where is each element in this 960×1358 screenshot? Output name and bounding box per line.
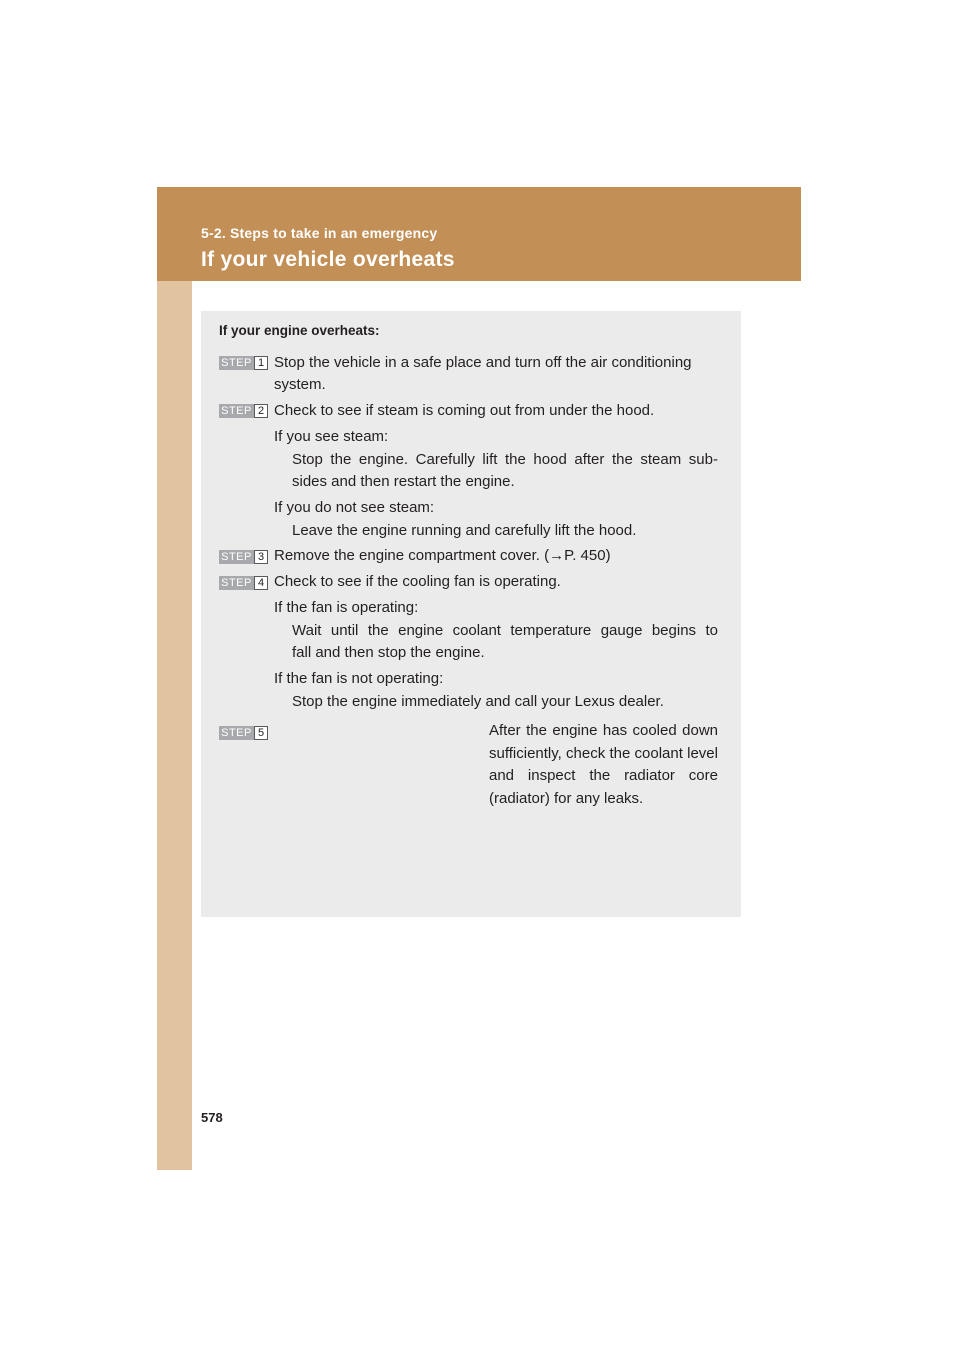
page-title: If your vehicle overheats [201, 248, 455, 271]
step-badge-word: STEP [219, 356, 254, 370]
step-4-badge [219, 576, 270, 590]
step-4-text: Check to see if the cooling fan is operating. [274, 573, 561, 590]
page-number: 578 [201, 1110, 223, 1125]
step-badge-number: 3 [254, 550, 268, 564]
step-badge-word: STEP [219, 726, 254, 740]
step-4-case-1-line2: fall and then stop the engine. [292, 644, 485, 661]
step-4-case-1-line1: Wait until the engine coolant temperature gauge begins to [292, 622, 718, 639]
step-2-case-1-line2: sides and then restart the engine. [292, 473, 515, 490]
step-badge-word: STEP [219, 404, 254, 418]
step-1-text-line1: Stop the vehicle in a safe place and turn off the air conditioning [274, 354, 692, 371]
step-badge-number: 2 [254, 404, 268, 418]
side-strip [157, 187, 192, 1170]
step-2-badge [219, 404, 270, 418]
step-2-case-1-line1: Stop the engine. Carefully lift the hood after the steam sub- [292, 451, 718, 468]
box-heading: If your engine overheats: [219, 323, 380, 338]
step-2-case-2-label: If you do not see steam: [274, 499, 435, 516]
step-badge-word: STEP [219, 550, 254, 564]
step-2-case-2-line1: Leave the engine running and carefully lift the hood. [292, 522, 637, 539]
step-badge-number: 1 [254, 356, 268, 370]
step-4-case-2-line1: Stop the engine immediately and call your Lexus dealer. [292, 693, 664, 710]
step-1-text-line2: system. [274, 376, 326, 393]
step-5-badge [219, 726, 270, 740]
step-3-text: Remove the engine compartment cover. (→P. 450) [274, 547, 611, 564]
step-2-case-1-label: If you see steam: [274, 428, 389, 445]
step-badge-number: 4 [254, 576, 268, 590]
section-label: 5-2. Steps to take in an emergency [201, 225, 438, 241]
step-4-case-2-label: If the fan is not operating: [274, 670, 444, 687]
step-3-badge [219, 550, 270, 564]
step-1-badge [219, 356, 270, 370]
step-badge-number: 5 [254, 726, 268, 740]
step-badge-word: STEP [219, 576, 254, 590]
step-2-text: Check to see if steam is coming out from under the hood. [274, 402, 655, 419]
step-4-case-1-label: If the fan is operating: [274, 599, 419, 616]
step-5-text: After the engine has cooled down sufficiently, check the coolant level and inspect the radiator core (radiator) for any leaks. [489, 722, 718, 807]
